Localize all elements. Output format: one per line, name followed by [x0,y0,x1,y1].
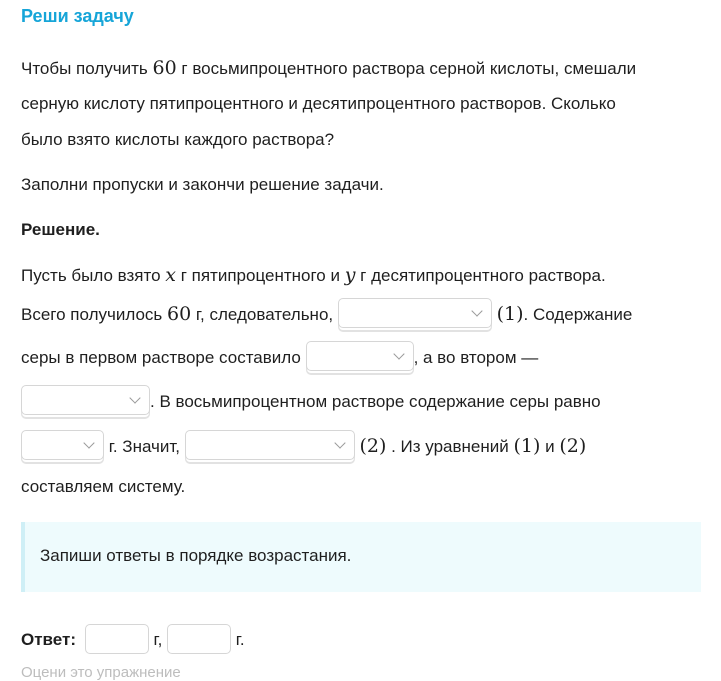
answer-row [21,622,245,658]
dropdown-equation-2[interactable] [185,430,355,460]
hint-box [21,522,701,592]
problem-text: г восьмипроцентного раствора серной кислоты, смешали [176,59,637,78]
solution-text: серы в первом растворе составило [21,348,306,367]
answer-unit-2: г. [235,630,245,649]
solution-text: г, следовательно, [191,305,338,324]
chevron-down-icon [393,348,404,359]
dropdown-sulfur-total[interactable] [21,430,104,460]
solution-text: . В восьмипроцентном растворе содержание серы равно [150,392,601,411]
instruction-text: Заполни пропуски и закончи решение задачи. [21,175,384,194]
problem-line-2: серную кислоту пятипроцентного и десятипроцентного растворов. Сколько [21,94,616,113]
answer-input-2[interactable] [167,624,231,654]
rate-exercise-label[interactable]: Оцени это упражнение [21,664,181,681]
solution-text: . Содержание [523,305,633,324]
hint-text: Запиши ответы в порядке возрастания. [40,546,352,565]
solution-line-4 [21,384,601,420]
math-number: 60 [167,303,192,325]
dropdown-sulfur-second[interactable] [21,385,150,415]
solution-label: Решение. [21,220,100,239]
answer-input-1[interactable] [85,624,149,654]
problem-line-3: было взято кислоты каждого раствора? [21,130,335,149]
math-variable-y: y [344,264,356,286]
math-number: 60 [152,57,177,79]
exercise-title: Реши задачу [21,6,134,26]
chevron-down-icon [334,437,345,448]
solution-text: г пятипроцентного и [175,266,345,285]
solution-text: . Из уравнений [386,437,514,456]
problem-text: Чтобы получить [21,59,153,78]
answer-label: Ответ: [21,630,76,649]
solution-text: г десятипроцентного раствора. [355,266,606,285]
chevron-down-icon [129,392,140,403]
solution-line-6: составляем систему. [21,477,186,496]
solution-text: г. Значит, [104,437,185,456]
equation-ref-1: (1) [513,435,541,457]
solution-text: и [540,437,560,456]
problem-line-1 [21,50,636,87]
equation-ref-1: (1) [496,303,524,325]
dropdown-sulfur-first[interactable] [306,341,414,371]
dropdown-equation-1[interactable] [338,298,492,328]
solution-line-3 [21,340,538,376]
math-variable-x: x [165,264,176,286]
chevron-down-icon [83,437,94,448]
solution-text: , а во втором — [413,348,539,367]
equation-ref-2: (2) [359,435,387,457]
solution-text: Всего получилось [21,305,168,324]
equation-ref-2: (2) [559,435,587,457]
answer-unit-1: г, [153,630,163,649]
solution-line-2 [21,296,632,333]
chevron-down-icon [471,305,482,316]
solution-line-1 [21,257,606,294]
solution-line-5 [21,428,586,465]
solution-text: Пусть было взято [21,266,166,285]
